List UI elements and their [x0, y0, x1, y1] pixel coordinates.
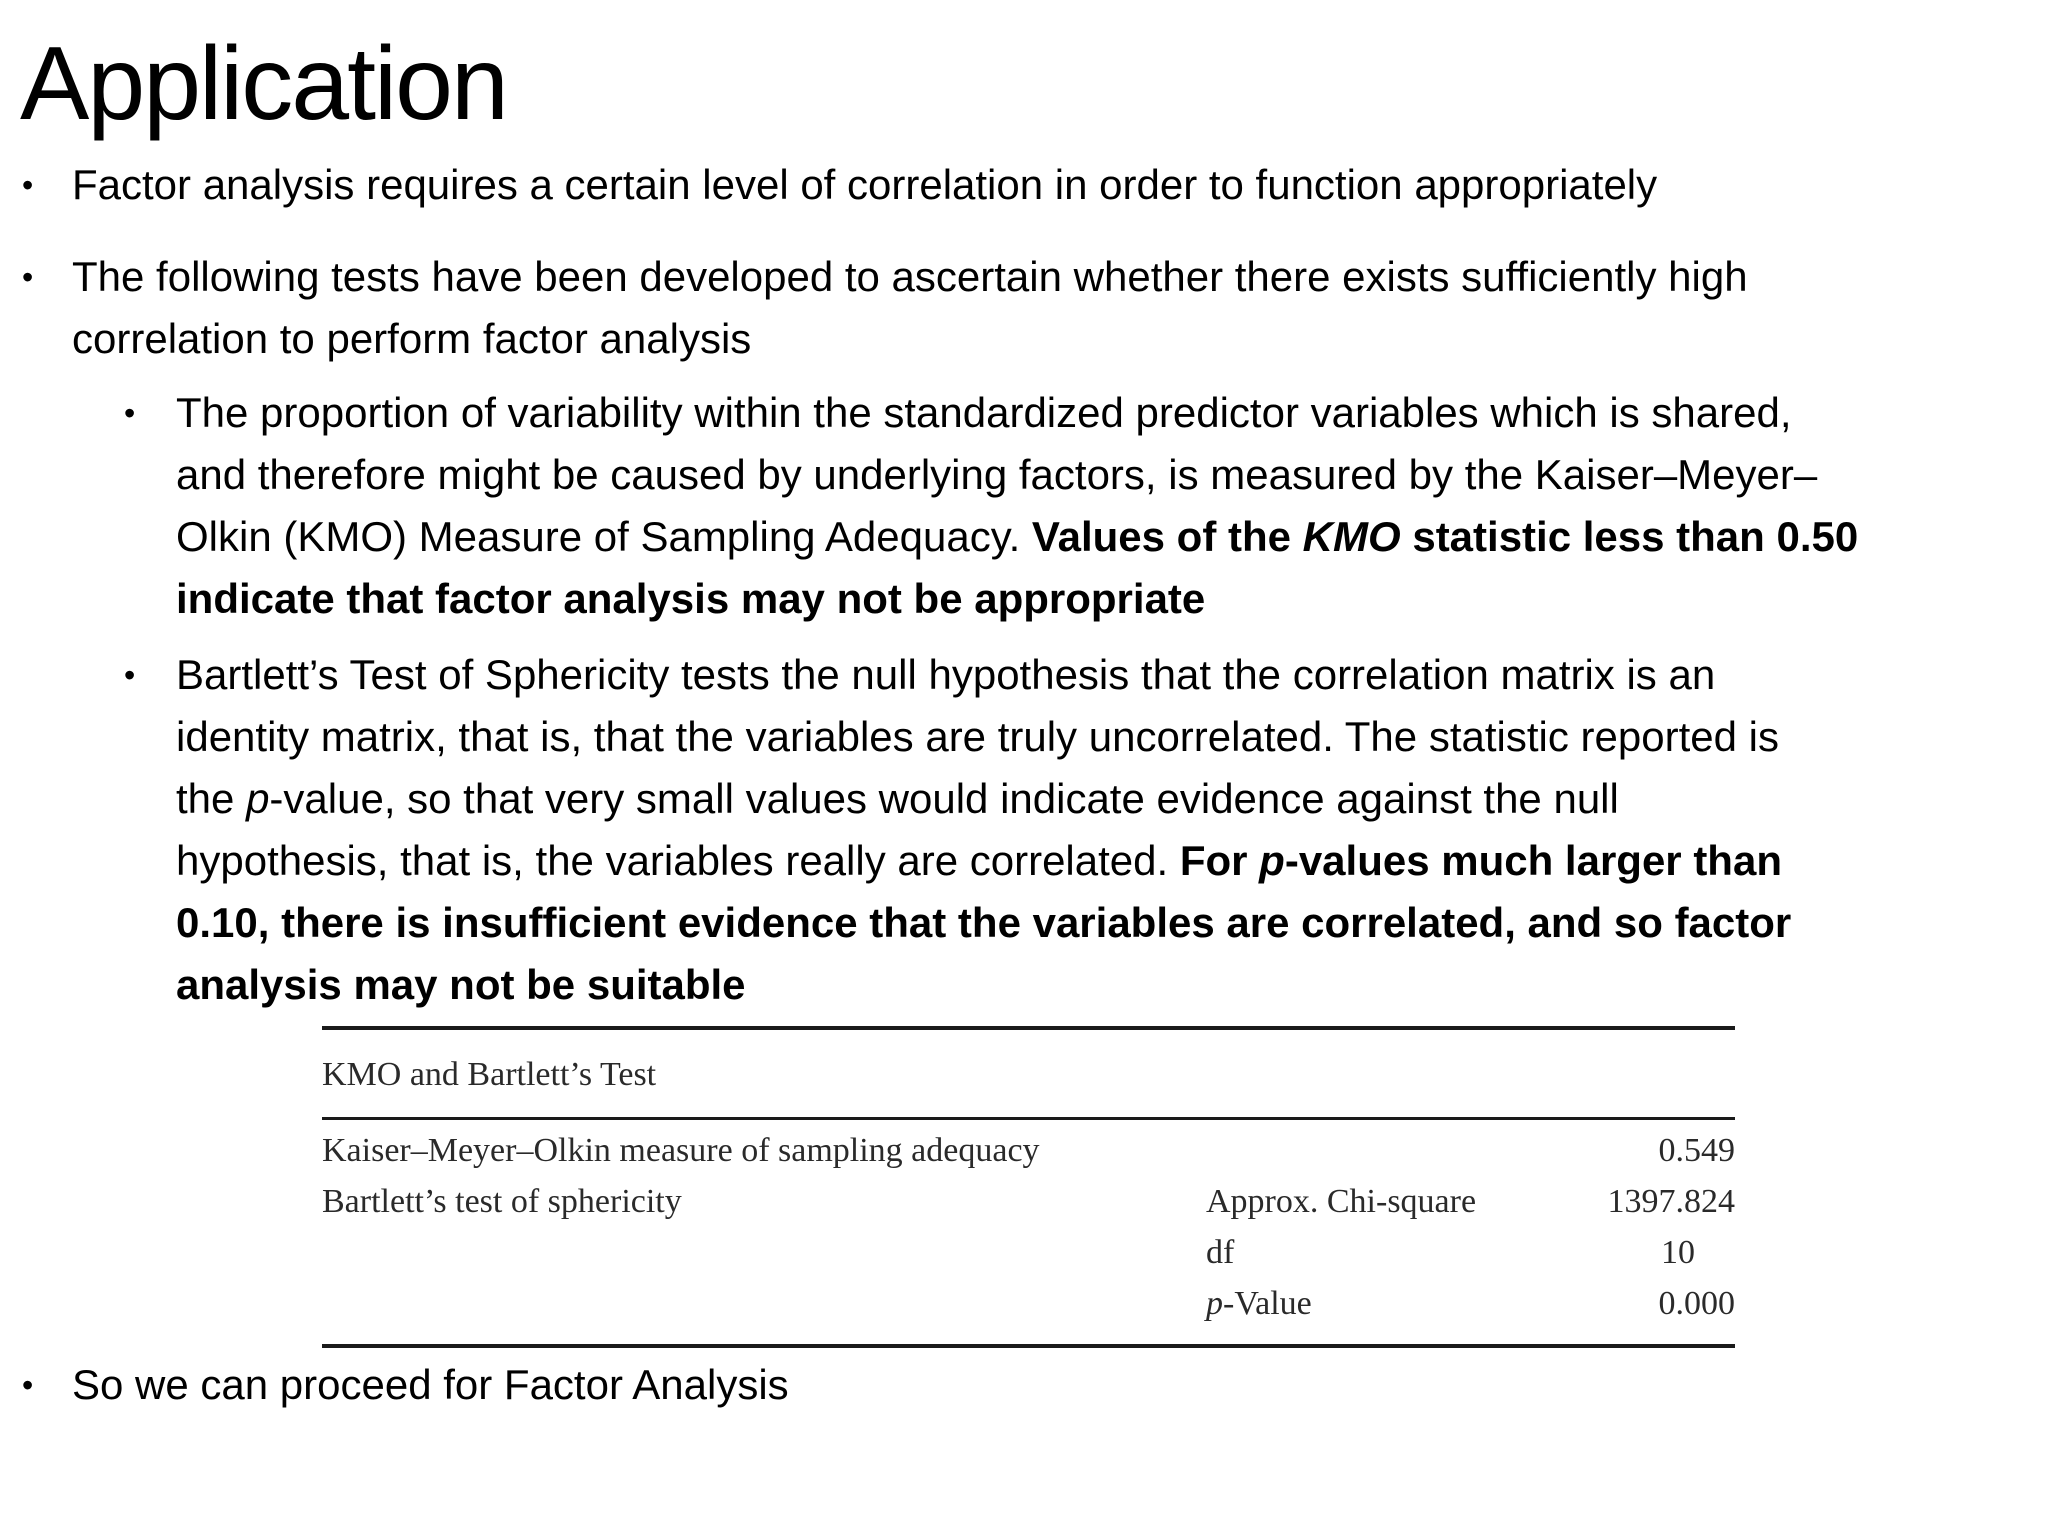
bartlett-text-line3-a: the	[176, 775, 247, 822]
bullet-dot: •	[22, 1367, 34, 1403]
table-caption: KMO and Bartlett’s Test	[322, 1056, 657, 1093]
bullet-text: So we can proceed for Factor Analysis	[72, 1361, 789, 1408]
chi-square-label: Approx. Chi-square	[1206, 1183, 1477, 1220]
bartlett-bold-text-line5: 0.10, there is insufficient evidence that the variables are correlated, and so factor	[176, 899, 1792, 946]
bartlett-text-line2: identity matrix, that is, that the variables are truly uncorrelated. The statistic reported is	[176, 713, 1779, 760]
p-value-label-italic: p	[1206, 1285, 1223, 1322]
table-bottom-rule	[322, 1344, 1735, 1348]
kmo-bartlett-table	[322, 1026, 1735, 1348]
bartlett-text-line3-b: -value, so that very small values would indicate evidence against the null	[269, 775, 1619, 822]
bullet-dot: •	[124, 657, 136, 693]
bullet-dot: •	[124, 395, 136, 431]
p-value-value: 0.000	[1658, 1285, 1735, 1322]
kmo-bold-text-line4: indicate that factor analysis may not be appropriate	[176, 575, 1206, 622]
df-value: 10	[1661, 1234, 1695, 1271]
sub-bullet-kmo	[124, 382, 2026, 630]
p-value-label	[1206, 1284, 1312, 1324]
bullet-conclusion	[22, 1354, 2012, 1416]
kmo-bold-text-b: statistic less than 0.50	[1400, 513, 1859, 560]
bullet-text-line2: correlation to perform factor analysis	[72, 315, 752, 362]
df-label: df	[1206, 1234, 1235, 1271]
chi-square-value: 1397.824	[1607, 1183, 1735, 1220]
bullet-dot: •	[22, 259, 34, 295]
kmo-label: Kaiser–Meyer–Olkin measure of sampling adequacy	[322, 1132, 1040, 1169]
bartlett-bold-text-line6: analysis may not be suitable	[176, 961, 746, 1008]
bullet-tests-developed	[22, 246, 2012, 370]
bartlett-text-line4: hypothesis, that is, the variables really are correlated.	[176, 837, 1180, 884]
p-value-label-rest: -Value	[1223, 1285, 1312, 1322]
bullet-correlation-requirement	[22, 154, 2012, 216]
kmo-bold-italic-term: KMO	[1302, 513, 1401, 560]
kmo-text-line2: and therefore might be caused by underlying factors, is measured by the Kaiser–Meyer–	[176, 451, 1818, 498]
table-top-rule	[322, 1026, 1735, 1030]
bullet-text-line1: The following tests have been developed to ascertain whether there exists sufficiently high	[72, 253, 1748, 300]
kmo-bold-text-a: Values of the	[1031, 513, 1303, 560]
kmo-value: 0.549	[1658, 1132, 1735, 1169]
table-header-rule	[322, 1117, 1735, 1120]
slide-title: Application	[20, 26, 507, 142]
sub-bullet-bartlett	[124, 644, 2026, 1016]
bartlett-bold-italic-p: p	[1259, 837, 1285, 884]
bartlett-bold-text-b: -values much larger than	[1284, 837, 1782, 884]
bartlett-text-line1: Bartlett’s Test of Sphericity tests the null hypothesis that the correlation matrix is an	[176, 651, 1716, 698]
bartlett-bold-text-a: For	[1179, 837, 1260, 884]
bullet-dot: •	[22, 167, 34, 203]
bullet-text: Factor analysis requires a certain level of correlation in order to function appropriately	[72, 161, 1658, 208]
bartlett-label: Bartlett’s test of sphericity	[322, 1183, 682, 1220]
bartlett-italic-p: p	[246, 775, 270, 822]
kmo-text-line1: The proportion of variability within the standardized predictor variables which is shared,	[176, 389, 1792, 436]
kmo-text-line3: Olkin (KMO) Measure of Sampling Adequacy.	[176, 513, 1032, 560]
